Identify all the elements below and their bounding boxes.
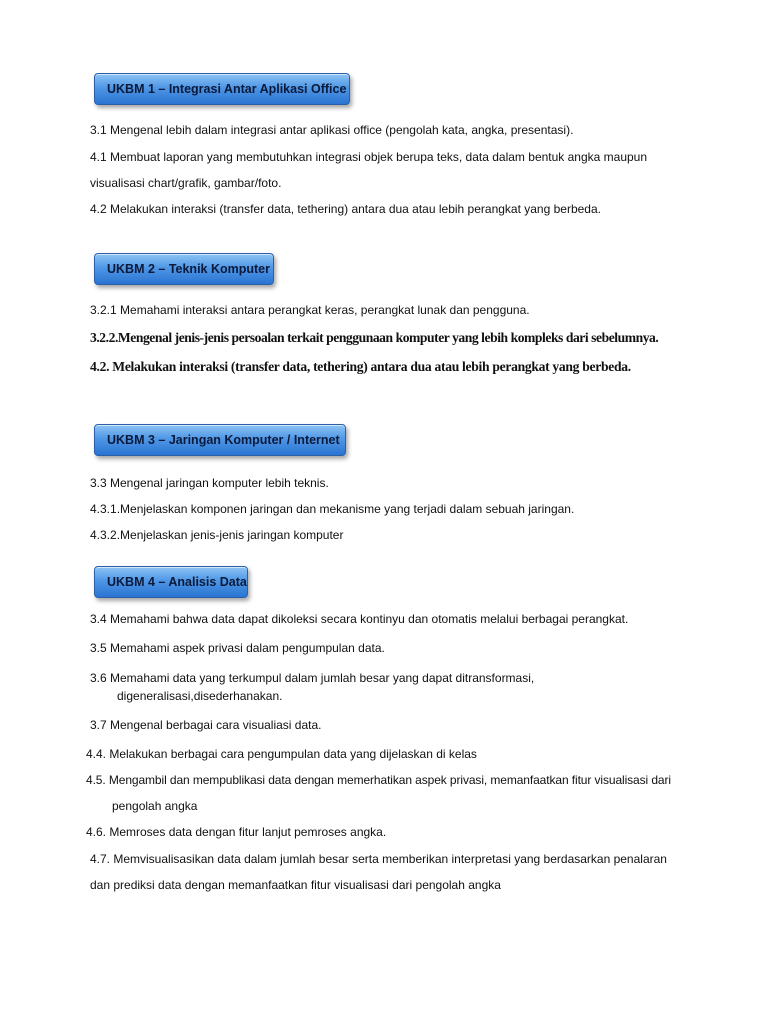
ukbm-1-header: UKBM 1 – Integrasi Antar Aplikasi Office [94,73,350,105]
ukbm-2-header: UKBM 2 – Teknik Komputer [94,253,274,285]
ukbm-1-line-3: visualisasi chart/grafik, gambar/foto. [90,176,282,190]
ukbm-4-line-7: 4.5. Mengambil dan mempublikasi data dengan memerhatikan aspek privasi, memanfaatkan fitur visualisasi dari [86,773,671,787]
ukbm-1-line-1: 3.1 Mengenal lebih dalam integrasi antar aplikasi office (pengolah kata, angka, presentasi). [90,123,574,137]
ukbm-4-line-6: 4.4. Melakukan berbagai cara pengumpulan data yang dijelaskan di kelas [86,747,477,761]
ukbm-4-line-5: 3.7 Mengenal berbagai cara visualiasi data. [90,718,322,732]
ukbm-2-line-2: 3.2.2.Mengenal jenis-jenis persoalan terkait penggunaan komputer yang lebih kompleks dari sebelumnya. [90,330,659,345]
ukbm-2-line-3: 4.2. Melakukan interaksi (transfer data, tethering) antara dua atau lebih perangkat yang berbeda. [90,359,631,374]
ukbm-2-line-1: 3.2.1 Memahami interaksi antara perangkat keras, perangkat lunak dan pengguna. [90,303,530,317]
ukbm-4-line-1: 3.4 Memahami bahwa data dapat dikoleksi secara kontinyu dan otomatis melalui berbagai perangkat. [90,612,629,626]
ukbm-4-line-11: dan prediksi data dengan memanfaatkan fitur visualisasi dari pengolah angka [90,878,501,892]
ukbm-4-line-9: 4.6. Memroses data dengan fitur lanjut pemroses angka. [86,825,387,839]
ukbm-3-header: UKBM 3 – Jaringan Komputer / Internet [94,424,346,456]
ukbm-4-line-10: 4.7. Memvisualisasikan data dalam jumlah besar serta memberikan interpretasi yang berdasarkan penalaran [90,852,667,866]
ukbm-3-line-3: 4.3.2.Menjelaskan jenis-jenis jaringan komputer [90,528,344,542]
ukbm-4-line-8: pengolah angka [112,799,198,813]
ukbm-4-line-4: digeneralisasi,disederhanakan. [117,689,283,703]
ukbm-4-line-2: 3.5 Memahami aspek privasi dalam pengumpulan data. [90,641,385,655]
ukbm-1-line-2: 4.1 Membuat laporan yang membutuhkan integrasi objek berupa teks, data dalam bentuk angka maupun [90,150,648,164]
ukbm-4-header: UKBM 4 – Analisis Data [94,566,248,598]
ukbm-4-line-3: 3.6 Memahami data yang terkumpul dalam jumlah besar yang dapat ditransformasi, [90,671,535,685]
ukbm-1-line-4: 4.2 Melakukan interaksi (transfer data, tethering) antara dua atau lebih perangkat yang berbeda. [90,202,601,216]
ukbm-3-line-2: 4.3.1.Menjelaskan komponen jaringan dan mekanisme yang terjadi dalam sebuah jaringan. [90,502,575,516]
ukbm-3-line-1: 3.3 Mengenal jaringan komputer lebih teknis. [90,476,329,490]
